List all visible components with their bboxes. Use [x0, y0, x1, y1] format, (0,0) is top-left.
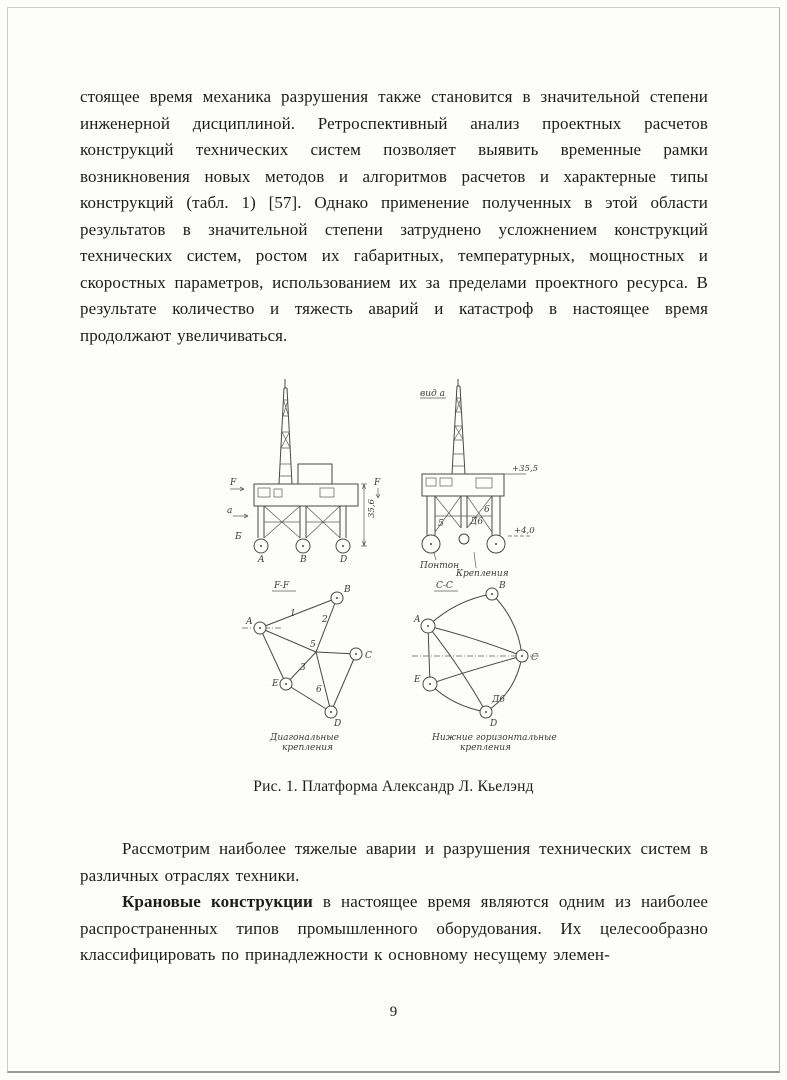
- text-block-2: [80, 836, 708, 969]
- elevation-top: +35,5: [512, 464, 539, 474]
- section-mark-f-left: F: [230, 478, 237, 488]
- bracing-label: Крепления: [456, 569, 509, 579]
- leg-letter-d: D: [340, 555, 348, 565]
- cc-node-a: A: [414, 615, 421, 625]
- ff-node-d: D: [334, 719, 342, 729]
- pontoon-label: Понтон: [420, 561, 460, 571]
- paragraph-mechanics-of-fracture: стоящее время механика разрушения также становится в значительной степени инженерной дисциплиной. Ретроспективный анализ проектных расчетов конструкций технических систем позволяет выявить временные рамки возникновения новых методов и алгоритмов расчетов и характерные типы конструкций (табл. 1) [57]. Однако применение полученных в этой области результатов в значительной степени затруднено усложнением конструкций технических систем, ростом их габаритных, температурных, мощностных и скоростных параметров, использованием их за пределами проектного ресурса. В результате количество и тяжесть аварий и катастроф в настоящее время продолжают увеличиваться.: [80, 87, 708, 345]
- ff-node-a: A: [246, 617, 253, 627]
- section-c-c-title: С-С: [436, 581, 453, 591]
- ff-node-c: C: [365, 651, 372, 661]
- cc-node-e: E: [414, 675, 421, 685]
- diagonal-bracing-caption-1: Диагональные: [270, 733, 339, 743]
- page-number: 9: [389, 1004, 398, 1020]
- view-a-label: вид а: [420, 389, 445, 399]
- ff-node-e: E: [272, 679, 279, 689]
- ff-node-b: B: [344, 585, 351, 595]
- cc-node-c: C: [531, 653, 538, 663]
- cc-node-b: B: [499, 581, 506, 591]
- arrow-label-a: а: [227, 506, 233, 516]
- elevation-bottom: +4,0: [514, 526, 535, 536]
- section-mark-f-right: F: [374, 478, 381, 488]
- crane-structures-text: в настоящее время являются одним из наиболее распространенных типов промышленного оборудования. Их целесообразно классифицировать по принадлежности к основному несущему элемен-: [80, 892, 709, 964]
- ff-member-3: 3: [300, 663, 306, 673]
- cc-node-d: D: [490, 719, 498, 729]
- ff-member-1: 1: [290, 609, 296, 619]
- ff-member-5: 5: [310, 640, 316, 650]
- paragraph-crane-structures: [80, 889, 708, 969]
- leg-letter-a: A: [258, 555, 265, 565]
- member-number-6: 6: [484, 505, 490, 515]
- crane-structures-lead: Крановые конструкции: [122, 892, 313, 911]
- member-label-d6: Д6: [470, 517, 484, 527]
- paragraph-accidents-overview: Рассмотрим наиболее тяжелые аварии и разрушения технических систем в различных отраслях техники.: [80, 839, 708, 885]
- leg-letter-b: B: [300, 555, 307, 565]
- cc-member-d6: Д6: [492, 695, 506, 705]
- section-f-f: [242, 581, 372, 753]
- platform-side-view: [227, 379, 381, 565]
- horizontal-bracing-caption-1: Нижние горизонтальные: [432, 733, 557, 743]
- section-f-f-title: F-F: [274, 581, 290, 591]
- figure-drawing: [224, 376, 564, 768]
- diagonal-bracing-caption-2: крепления: [282, 743, 333, 753]
- figure-caption: Рис. 1. Платформа Александр Л. Кьелэнд: [253, 778, 534, 795]
- figure-platform-kielland: [224, 376, 564, 768]
- ff-member-6: 6: [316, 685, 322, 695]
- horizontal-bracing-caption-2: крепления: [460, 743, 511, 753]
- section-c-c: [412, 581, 557, 753]
- corner-label-b: Б: [235, 532, 242, 542]
- member-number-5: 5: [438, 519, 444, 529]
- ff-member-2: 2: [322, 615, 328, 625]
- platform-front-view: [419, 379, 538, 579]
- height-dimension: 35,6: [367, 499, 377, 518]
